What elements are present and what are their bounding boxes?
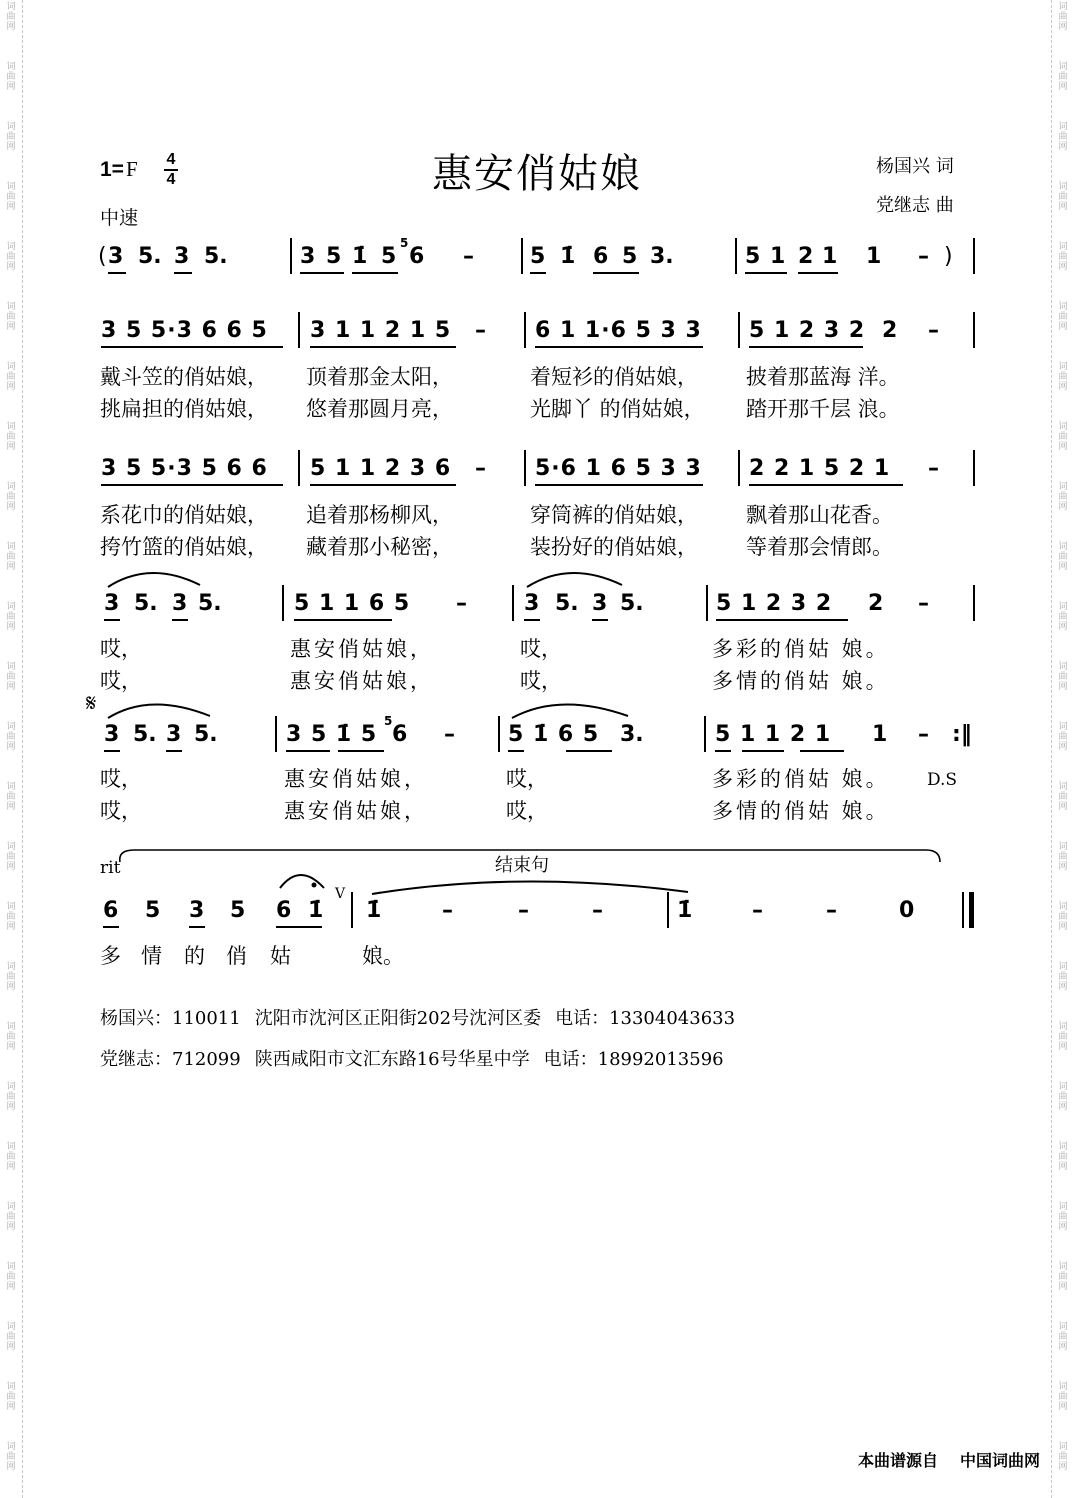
note: 3 [592,591,608,616]
watermark-glyphs: 词 曲 网 [6,422,16,452]
note: ) [944,244,953,269]
note: 3 [524,591,540,616]
note-group: 5 1 2 3 2 [749,318,866,343]
dash: – [826,898,837,923]
note: 1 [822,244,838,269]
lyric: 的 [184,944,205,968]
watermark-glyphs: 词 曲 网 [6,542,16,572]
lyric: 光脚丫 的俏姑娘， [530,397,705,421]
note: 3 [108,244,124,269]
source-site: 中国词曲网 [959,1451,1040,1470]
meter-bottom: 4 [166,171,176,188]
watermark-glyphs: 词 曲 网 [6,902,16,932]
watermark-glyphs: 词 曲 网 [1058,122,1068,152]
dash: – [475,318,486,343]
watermark-glyphs: 词 曲 网 [1058,1322,1068,1352]
lyric: 多彩的俏姑 娘。 [712,637,890,661]
note: 6 [392,722,408,747]
watermark-glyphs: 词 曲 网 [6,1082,16,1112]
slur [512,704,628,718]
lyric: 哎， [506,767,548,791]
watermark-glyphs: 词 曲 网 [6,62,16,92]
page-title: 惠安俏姑娘 [432,151,642,197]
watermark-glyphs: 词 曲 网 [1058,242,1068,272]
lyric: 飘着那山花香。 [746,503,893,527]
lyric: 系花巾的俏姑娘， [100,503,268,527]
lyric: 装扮好的俏姑娘， [530,535,698,559]
lyric: 悠着那圆月亮， [306,397,453,421]
note: 3 [174,244,190,269]
dash: – [928,456,939,481]
note: 3 [166,722,182,747]
watermark-glyphs: 词 曲 网 [1058,1082,1068,1112]
key-signature: 1=F [100,157,138,181]
note: 5 [381,244,397,269]
watermark-glyphs: 词 曲 网 [6,182,16,212]
watermark-glyphs: 词 曲 网 [1058,1262,1068,1292]
rit-marking: rit [100,858,121,878]
watermark-glyphs: 词 曲 网 [6,1382,16,1412]
note: 5. [198,591,222,616]
watermark-glyphs: 词 曲 网 [1058,782,1068,812]
note: 3 [104,722,120,747]
lyric: 顶着那金太阳， [306,365,453,389]
lyric: 挎竹篮的俏姑娘， [100,535,268,559]
lyric: 哎， [100,799,142,823]
phrase-bracket [120,850,940,862]
note: 2 [868,591,884,616]
note: 6 [276,898,292,923]
dash: – [518,898,529,923]
note: 6 [593,244,609,269]
note: 1̇ [677,898,693,923]
lyric: 哎， [100,637,142,661]
watermark-glyphs: 词 曲 网 [6,302,16,332]
note: 1̇ [352,244,368,269]
note: 2 [798,244,814,269]
watermark-glyphs: 词 曲 网 [6,962,16,992]
note: 5. [194,722,218,747]
note: 3 [300,244,316,269]
note: 5. [555,591,579,616]
dash: – [918,722,929,747]
note-group: 5 1̇ 6 5 [508,722,600,747]
note: 5. [620,591,644,616]
watermark-glyphs: 词 曲 网 [6,1202,16,1232]
watermark-glyphs: 词 曲 网 [1058,1382,1068,1412]
note: 0 [899,898,915,923]
lyric: 惠安俏姑娘， [290,669,434,693]
source-credit [858,1448,1040,1471]
lyric: 哎， [100,767,142,791]
note: 3 [189,898,205,923]
lyric: 惠安俏姑娘， [290,637,434,661]
lyric: 追着那杨柳风， [306,503,453,527]
lyric: 多情的俏姑 娘。 [712,799,890,823]
watermark-glyphs: 词 曲 网 [6,122,16,152]
lyric: 等着那会情郎。 [746,535,893,559]
watermark-glyphs: 词 曲 网 [1058,602,1068,632]
watermark-glyphs: 词 曲 网 [1058,842,1068,872]
lyric: 俏 [226,944,247,968]
note: 3. [620,722,644,747]
note: 3. [650,244,674,269]
lyric: 着短衫的俏姑娘， [530,365,698,389]
watermark-glyphs: 词 曲 网 [6,722,16,752]
note: 3 [172,591,188,616]
lyric: 哎， [100,669,142,693]
breath-mark: V [335,886,346,902]
watermark-glyphs: 词 曲 网 [1058,902,1068,932]
watermark-glyphs: 词 曲 网 [1058,722,1068,752]
tie [372,881,688,894]
watermark-glyphs: 词 曲 网 [1058,1202,1068,1232]
dash: – [463,244,474,269]
watermark-glyphs: 词 曲 网 [1058,1022,1068,1052]
note-group: 3 1 1 2 1 5 [310,318,452,343]
watermark-glyphs: 词 曲 网 [6,602,16,632]
watermark-glyphs: 词 曲 网 [1058,482,1068,512]
lyric: 戴斗笠的俏姑娘， [100,365,268,389]
note: 5 [230,898,246,923]
fermata-dot [312,883,317,888]
tempo-marking: 中速 [100,207,139,229]
dash: – [475,456,486,481]
dash: – [592,898,603,923]
composer-contact: 党继志：712099 陕西咸阳市文汇东路16号华星中学 电话：18992013596 [100,1049,724,1070]
watermark-glyphs: 词 曲 网 [6,1322,16,1352]
lyric: 哎， [520,669,562,693]
lyric: 多 [100,944,121,968]
note: 5. [204,244,228,269]
note-group: 6 1 1·6 5 3 3 [535,318,702,343]
slur [527,573,622,587]
watermark-glyphs: 词 曲 网 [6,242,16,272]
lyric: 多情的俏姑 娘。 [712,669,890,693]
note-group: 5 1 1 2 1 [715,722,832,747]
note: 3 [104,591,120,616]
lyricist-credit: 杨国兴 词 [876,156,954,177]
note-group: 5 1 2 3 2 [716,591,833,616]
watermark-glyphs: 词 曲 网 [1058,362,1068,392]
dash: – [444,722,455,747]
watermark-glyphs: 词 曲 网 [1058,962,1068,992]
lyric: 披着那蓝海 洋。 [746,365,900,389]
watermark-glyphs: 词 曲 网 [6,482,16,512]
note: 5 [530,244,546,269]
grace-note: 5 [384,714,393,728]
watermark-glyphs: 词 曲 网 [6,362,16,392]
note-group: 5 1 1 2 3 6 [310,456,452,481]
note-group: 5 1 1 6 5 [294,591,411,616]
lyric: 多彩的俏姑 娘。 [712,767,890,791]
lyric: 娘。 [362,944,404,968]
watermark-glyphs: 词 曲 网 [1058,182,1068,212]
lyric: 哎， [506,799,548,823]
watermark-glyphs: 词 曲 网 [1058,2,1068,32]
composer-credit: 党继志 曲 [876,195,954,216]
note: 1 [770,244,786,269]
watermark-glyphs: 词 曲 网 [6,842,16,872]
watermark-glyphs: 词 曲 网 [1058,1142,1068,1172]
watermark-glyphs: 词 曲 网 [1058,302,1068,332]
note: ( [98,244,107,269]
note: 5. [133,722,157,747]
watermark-glyphs: 词 曲 网 [1058,62,1068,92]
note: 6 [409,244,425,269]
slur [108,573,200,587]
lyric: 惠安俏姑娘， [284,767,428,791]
watermark-glyphs: 词 曲 网 [6,1142,16,1172]
note: 1̇ [560,244,576,269]
note: 2 [882,318,898,343]
note: 6 [103,898,119,923]
dash: – [442,898,453,923]
note-group: 3 5 5·3 5 6 6 [101,456,268,481]
note-group: 3 5 1̇ 5 [286,722,378,747]
note-group: 5·6 1 6 5 3 3 [535,456,702,481]
lyric: 情 [141,944,162,968]
note: 1 [872,722,888,747]
lyric: 姑 [270,944,291,968]
lyric: 穿筒裤的俏姑娘， [530,503,698,527]
lyric: 惠安俏姑娘， [284,799,428,823]
watermark-glyphs: 词 曲 网 [6,1262,16,1292]
watermark-glyphs: 词 曲 网 [6,2,16,32]
dash: – [918,591,929,616]
dal-segno: D.S [927,770,958,790]
note: 5. [134,591,158,616]
watermark-glyphs: 词 曲 网 [6,1442,16,1472]
watermark-glyphs: 词 曲 网 [1058,422,1068,452]
lyric: 挑扁担的俏姑娘， [100,397,268,421]
dash: – [752,898,763,923]
lyric: 哎， [520,637,562,661]
note-group: 3 5 5·3 6 6 5 [101,318,268,343]
dash: – [456,591,467,616]
ending-label: 结束句 [495,855,549,876]
dash: – [928,318,939,343]
grace-note: 5 [400,236,409,250]
watermark-glyphs: 词 曲 网 [1058,1442,1068,1472]
watermark-glyphs: 词 曲 网 [1058,662,1068,692]
fermata-arc [280,875,324,888]
watermark-glyphs: 词 曲 网 [6,1022,16,1052]
repeat-end: :‖ [952,722,972,747]
note: 5 [745,244,761,269]
lyric: 踏开那千层 浪。 [746,397,900,421]
meter-top: 4 [166,151,176,168]
lyricist-contact: 杨国兴：110011 沈阳市沈河区正阳街202号沈河区委 电话：13304043633 [100,1008,736,1029]
note: 5 [622,244,638,269]
note: 5 [145,898,161,923]
slur [108,704,210,718]
note: 1 [866,244,882,269]
watermark-glyphs: 词 曲 网 [6,782,16,812]
source-label: 本曲谱源自 [857,1451,938,1470]
note: 5. [138,244,162,269]
lyric: 藏着那小秘密， [306,535,453,559]
watermark-glyphs: 词 曲 网 [6,662,16,692]
dash: – [918,244,929,269]
segno-sign: 𝄋 [86,689,97,717]
watermark-glyphs: 词 曲 网 [1058,542,1068,572]
note: 1̇ [366,898,382,923]
note-group: 2 2 1 5 2 1 [749,456,891,481]
note: 1̇ [308,898,324,923]
note: 5 [326,244,342,269]
